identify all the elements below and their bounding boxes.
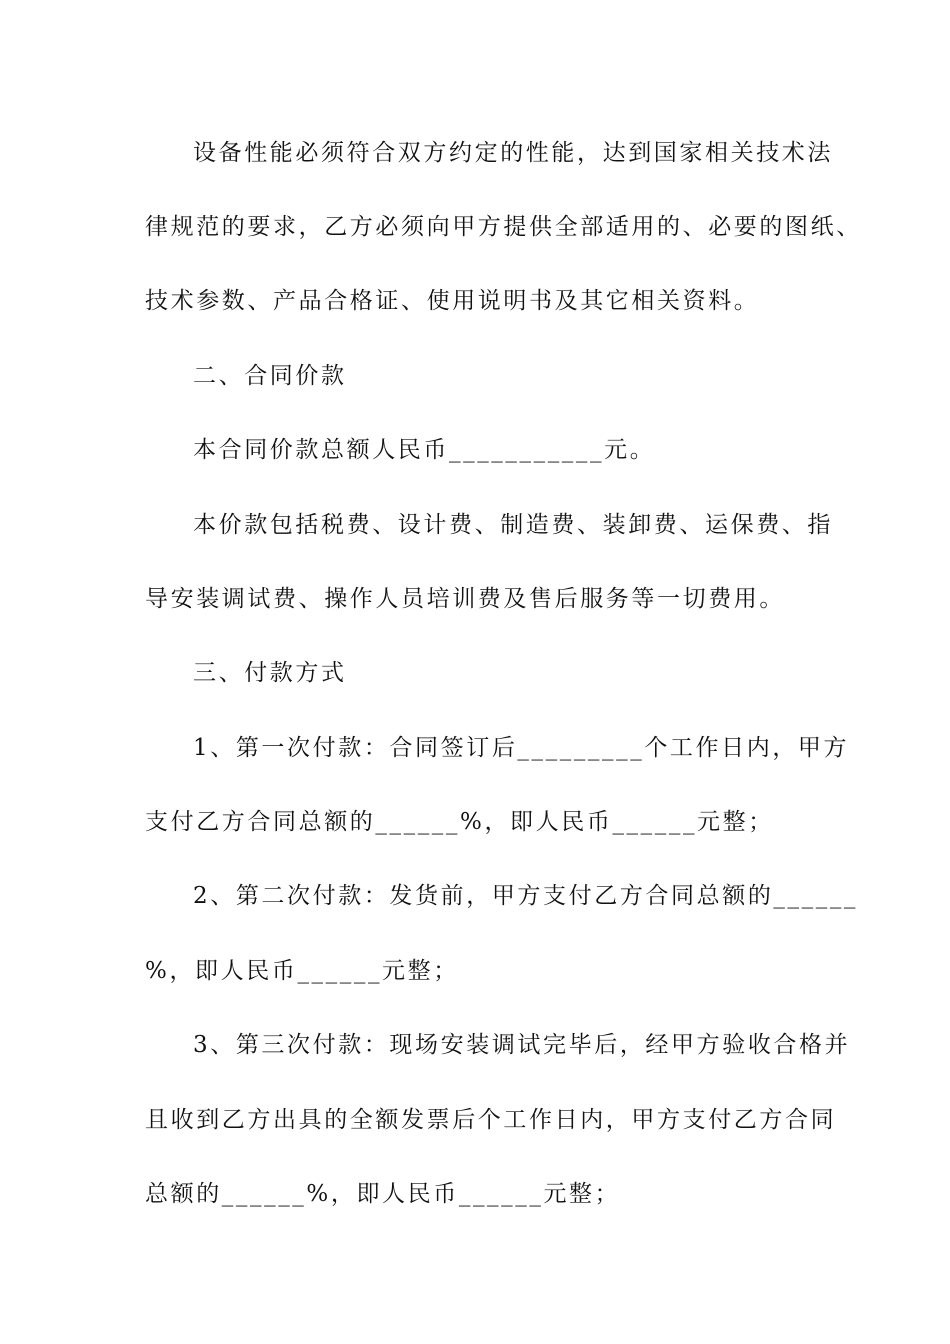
paragraph-line: 技术参数、产品合格证、使用说明书及其它相关资料。 [145,288,760,314]
paragraph-line: 本价款包括税费、设计费、制造费、装卸费、运保费、指 [193,512,833,538]
paragraph-line: 3、第三次付款：现场安装调试完毕后，经甲方验收合格并 [193,1032,851,1058]
paragraph-line: 1、第一次付款：合同签订后_________个工作日内，甲方 [193,735,850,761]
paragraph-line: 总额的______%，即人民币______元整； [145,1181,621,1207]
paragraph-line: 且收到乙方出具的全额发票后个工作日内，甲方支付乙方合同 [145,1107,837,1133]
section-heading: 三、付款方式 [193,660,347,686]
paragraph-line: 2、第二次付款：发货前，甲方支付乙方合同总额的______ [193,883,859,909]
paragraph-line: 律规范的要求，乙方必须向甲方提供全部适用的、必要的图纸、 [145,214,862,240]
section-heading: 二、合同价款 [193,363,347,389]
paragraph-line: %，即人民币______元整； [145,958,459,984]
paragraph-line: 导安装调试费、操作人员培训费及售后服务等一切费用。 [145,586,785,612]
paragraph-line: 支付乙方合同总额的______%，即人民币______元整； [145,809,774,835]
paragraph-line: 设备性能必须符合双方约定的性能，达到国家相关技术法 [193,140,833,166]
paragraph-line: 本合同价款总额人民币___________元。 [193,437,656,463]
